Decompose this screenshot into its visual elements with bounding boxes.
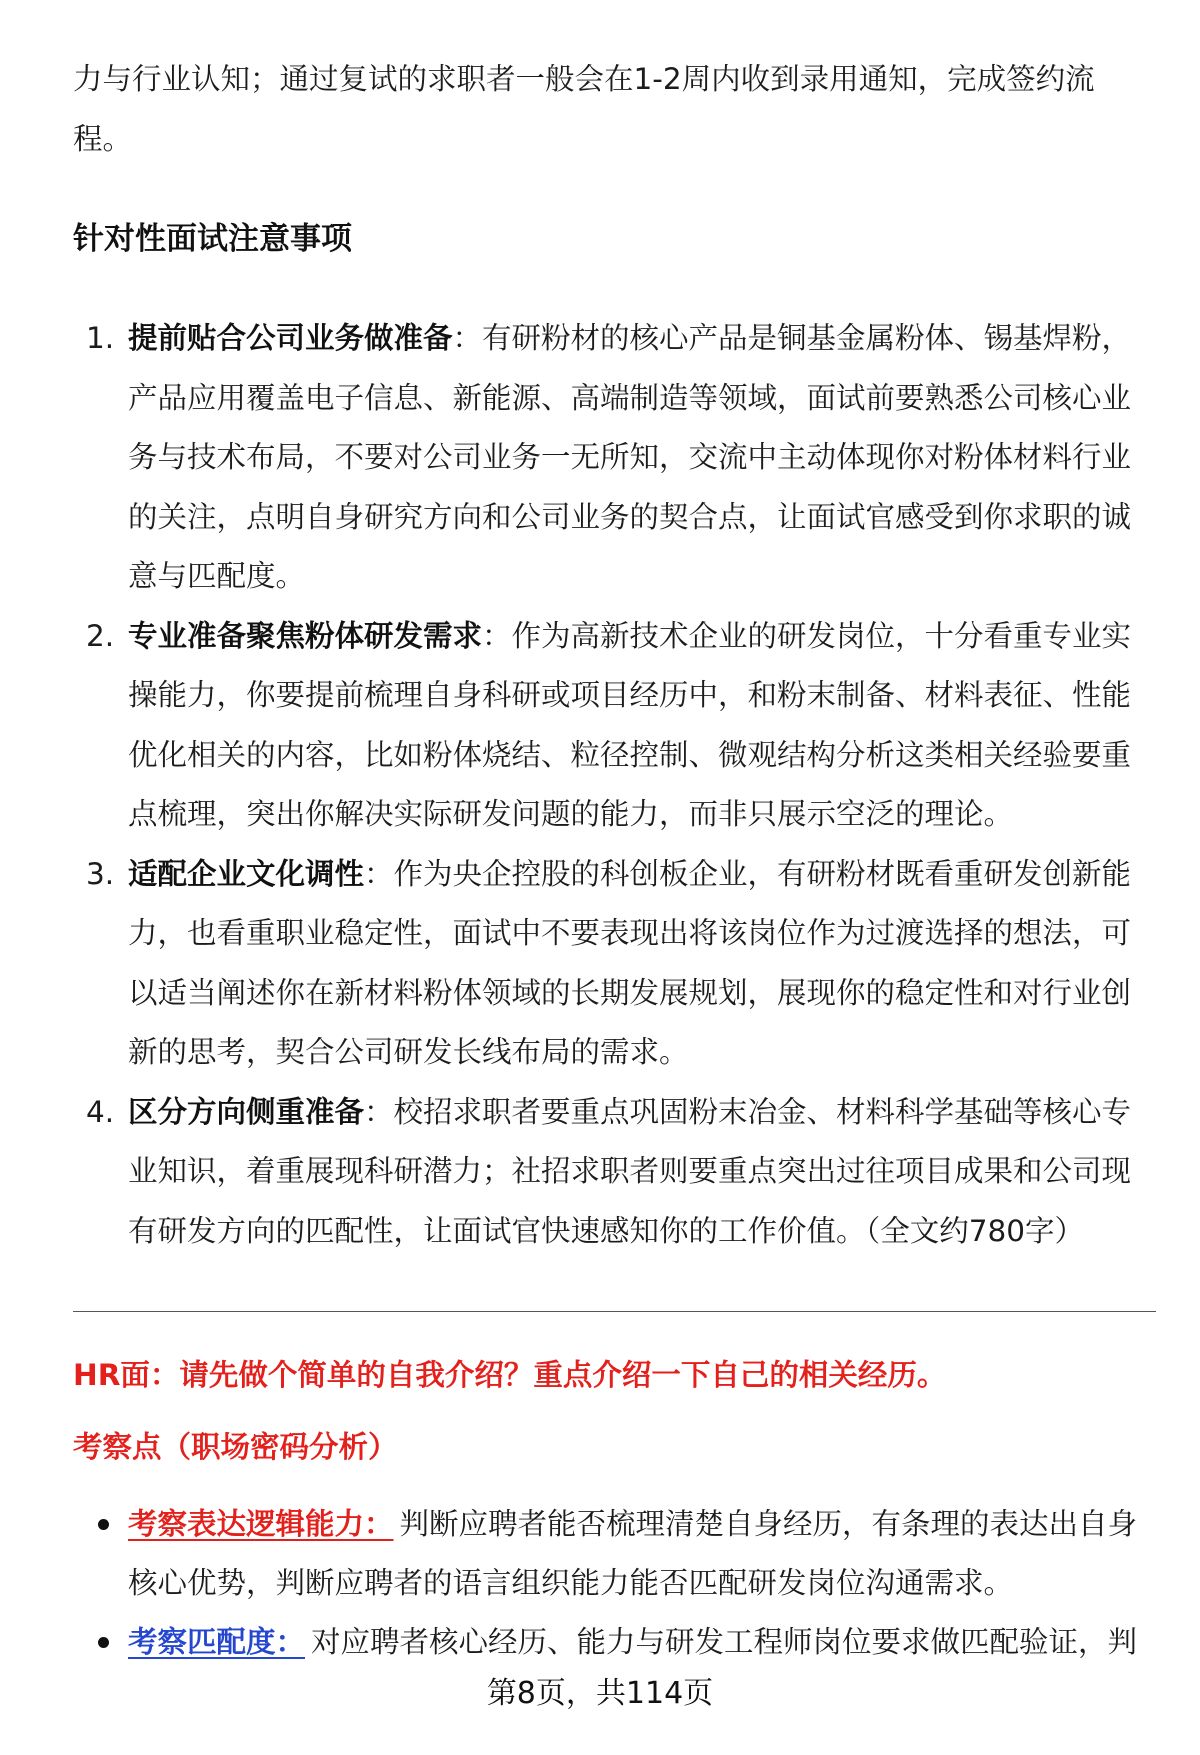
tip-text: ：作为央企控股的科创板企业，有研粉材既看重研发创新能力，也看重职业稳定性，面试中不要表现出将该岗位作为过渡选择的想法，可以适当阐述你在新材料粉体领域的长期发展规划，展现你的稳定性和对行业创新的思考，契合公司研发长线布局的需求。 — [128, 856, 1132, 1069]
assessment-points-heading: 考察点（职场密码分析） — [73, 1430, 398, 1464]
tip-number: 3. — [86, 856, 115, 891]
assessment-point-text: 对应聘者核心经历、能力与研发工程师岗位要求做匹配验证，判 — [311, 1625, 1138, 1659]
tip-text: ：有研粉材的核心产品是铜基金属粉体、锡基焊粉，产品应用覆盖电子信息、新能源、高端制造等领域，面试前要熟悉公司核心业务与技术布局，不要对公司业务一无所知，交流中主动体现你对粉体材料行业的关注，点明自身研究方向和公司业务的契合点，让面试官感受到你求职的诚意与匹配度。 — [128, 321, 1132, 593]
tip-lead: 区分方向侧重准备 — [128, 1094, 365, 1129]
tip-number: 4. — [86, 1094, 115, 1129]
tip-lead: 提前贴合公司业务做准备 — [128, 321, 453, 355]
tip-text: ：校招求职者要重点巩固粉末冶金、材料科学基础等核心专业知识，着重展现科研潜力；社招求职者则要重点突出过往项目成果和公司现有研发方向的匹配性，让面试官快速感知你的工作价值。（全文约780字） — [128, 1094, 1132, 1248]
bullet-dot-icon — [98, 1637, 109, 1648]
tip-lead: 适配企业文化调性 — [128, 856, 365, 891]
hr-interview-question: HR面：请先做个简单的自我介绍？重点介绍一下自己的相关经历。 — [73, 1358, 947, 1392]
bullet-dot-icon — [98, 1519, 109, 1530]
tip-text: ：作为高新技术企业的研发岗位，十分看重专业实操能力，你要提前梳理自身科研或项目经历中，和粉末制备、材料表征、性能优化相关的内容，比如粉体烧结、粒径控制、微观结构分析这类相关经验要重点梳理，突出你解决实际研发问题的能力，而非只展示空泛的理论。 — [128, 618, 1132, 831]
intro-paragraph: 力与行业认知；通过复试的求职者一般会在1-2周内收到录用通知，完成签约流程。 — [73, 62, 1095, 156]
tip-lead: 专业准备聚焦粉体研发需求 — [128, 618, 483, 653]
tip-item — [0, 309, 1142, 607]
assessment-point-label[interactable]: 考察匹配度： — [128, 1625, 306, 1659]
tip-number: 2. — [86, 618, 115, 653]
tip-item — [0, 845, 1142, 1083]
tip-item — [0, 1083, 1142, 1262]
section-heading-interview-tips: 针对性面试注意事项 — [73, 221, 352, 257]
assessment-point — [0, 1495, 1142, 1613]
assessment-point-text: 判断应聘者能否梳理清楚自身经历，有条理的表达出自身核心优势，判断应聘者的语言组织能力能否匹配研发岗位沟通需求。 — [128, 1507, 1138, 1600]
section-divider — [73, 1311, 1156, 1312]
page-number-footer: 第8页，共114页 — [486, 1676, 714, 1711]
interview-tips-list — [0, 309, 1200, 1261]
tip-item — [0, 607, 1142, 845]
tip-number: 1. — [86, 321, 115, 355]
assessment-point-label[interactable]: 考察表达逻辑能力： — [128, 1507, 394, 1541]
assessment-point — [0, 1613, 1142, 1672]
assessment-points-list — [0, 1495, 1200, 1672]
